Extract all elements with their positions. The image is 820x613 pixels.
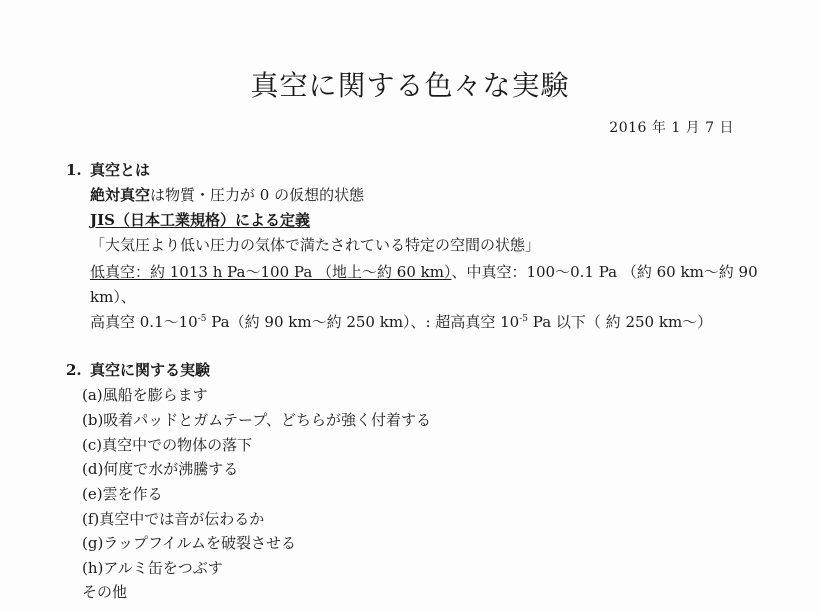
absolute-vacuum-term: 絶対真空	[90, 186, 151, 204]
section2-heading: 真空に関する実験	[90, 361, 211, 379]
experiment-item: (a)風船を膨らます	[82, 386, 208, 404]
vacuum-levels-line-2: km）、	[90, 288, 136, 306]
section1-number: 1.	[66, 161, 82, 179]
section1-heading: 真空とは	[90, 161, 151, 179]
vacuum-levels-line-1	[90, 262, 758, 282]
experiment-item: (e)雲を作る	[82, 485, 163, 503]
ultra-high-vacuum-exponent: -5	[519, 314, 529, 324]
jis-quote: 「大気圧より低い圧力の気体で満たされている特定の空間の状態」	[90, 236, 541, 254]
section2-heading-line	[66, 360, 210, 380]
vacuum-levels-line-3	[90, 312, 712, 332]
experiment-item: (c)真空中での物体の落下	[82, 436, 253, 454]
experiment-item: (g)ラップフイルムを破裂させる	[82, 534, 297, 552]
ultra-high-vacuum-b: Pa 以下（ 約 250 km～）	[528, 313, 713, 331]
document-date: 2016 年 1 月 7 日	[609, 120, 734, 136]
experiment-item: (b)吸着パッドとガムテープ、どちらが強く付着する	[82, 411, 432, 429]
experiment-item: (h)アルミ缶をつぶす	[82, 559, 223, 577]
section2-number: 2.	[66, 361, 82, 379]
jis-heading: JIS（日本工業規格）による定義	[90, 211, 310, 229]
absolute-vacuum-line	[90, 185, 364, 205]
experiment-item: (d)何度で水が沸騰する	[82, 460, 239, 478]
low-vacuum-range: 低真空：約 1013 h Pa～100 Pa （地上～約 60 km）	[90, 263, 452, 281]
high-vacuum-exponent: -5	[197, 314, 207, 324]
document-title: 真空に関する色々な実験	[250, 69, 570, 102]
section1-heading-line	[66, 160, 150, 180]
mid-vacuum-range: 、中真空：100～0.1 Pa （約 60 km～約 90	[451, 263, 758, 281]
experiment-item: その他	[82, 583, 128, 601]
high-vacuum-b: Pa（約 90 km～約 250 km）、: 超高真空 10	[206, 313, 520, 331]
absolute-vacuum-definition: は物質・圧力が 0 の仮想的状態	[150, 186, 365, 204]
experiment-item: (f)真空中では音が伝わるか	[82, 510, 265, 528]
high-vacuum-a: 高真空 0.1～10	[90, 313, 198, 331]
